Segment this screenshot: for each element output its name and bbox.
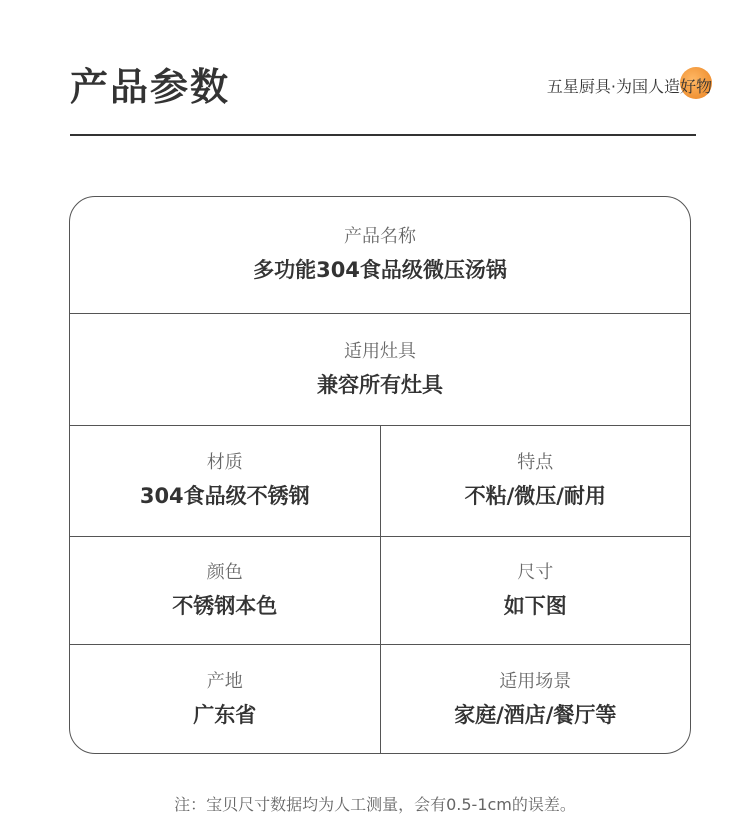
- spec-row-material-feature: [70, 425, 690, 536]
- spec-row-origin-scene: [70, 644, 690, 754]
- brand-tagline: [547, 74, 712, 97]
- spec-label: 适用场景: [499, 671, 572, 692]
- spec-row-stove: [70, 313, 690, 425]
- spec-label: 材质: [206, 452, 243, 473]
- spec-cell-color: [70, 537, 380, 644]
- measurement-footnote: 注：宝贝尺寸数据均为人工测量，会有0.5-1cm的误差。: [174, 795, 576, 814]
- spec-table: [69, 196, 691, 754]
- spec-label: 产品名称: [344, 226, 416, 247]
- spec-cell-stove: [70, 314, 690, 425]
- title-divider: [70, 134, 696, 136]
- spec-cell-scene: [380, 645, 691, 754]
- spec-value: 多功能304食品级微压汤锅: [253, 258, 507, 282]
- spec-row-color-size: [70, 536, 690, 644]
- spec-value: 304食品级不锈钢: [139, 484, 310, 508]
- spec-cell-feature: [380, 426, 691, 536]
- spec-label: 颜色: [206, 561, 243, 583]
- spec-value: 如下图: [503, 593, 567, 618]
- spec-value: 兼容所有灶具: [317, 372, 443, 397]
- spec-label: 尺寸: [517, 561, 554, 583]
- spec-label: 适用灶具: [344, 340, 416, 362]
- spec-cell-name: [70, 197, 690, 313]
- spec-value: 不锈钢本色: [172, 593, 278, 618]
- spec-cell-origin: [70, 645, 380, 754]
- tagline-text: 五星厨具·为国人造好物: [546, 77, 712, 96]
- spec-value: 家庭/酒店/餐厅等: [454, 703, 617, 727]
- page-title: 产品参数: [70, 65, 231, 109]
- spec-cell-size: [380, 537, 691, 644]
- spec-value: 不粘/微压/耐用: [464, 484, 606, 508]
- spec-cell-material: [70, 426, 380, 536]
- spec-label: 特点: [517, 452, 554, 473]
- spec-value: 广东省: [193, 703, 257, 727]
- spec-row-name: [70, 197, 690, 313]
- spec-label: 产地: [206, 671, 243, 692]
